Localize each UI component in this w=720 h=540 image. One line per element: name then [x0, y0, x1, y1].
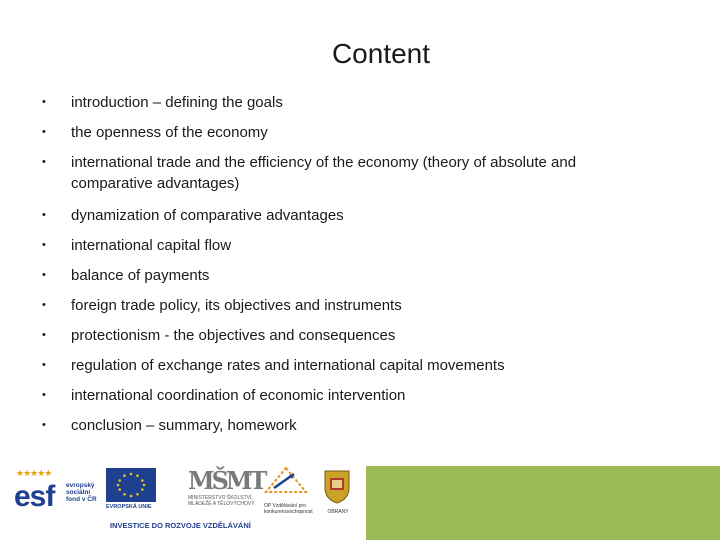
- list-item: [38, 385, 658, 406]
- list-item: [38, 295, 658, 316]
- bullet-icon: •: [42, 359, 46, 371]
- op-arrow-icon: [264, 466, 308, 496]
- slide-title: Content: [331, 38, 431, 69]
- list-item: [38, 122, 658, 143]
- eu-flag-icon: [106, 468, 156, 502]
- list-item: [38, 235, 658, 256]
- esf-logo: [14, 468, 102, 522]
- bullet-icon: •: [42, 209, 46, 221]
- msmt-label: MINISTERSTVO ŠKOLSTVÍ, MLÁDEŽE A TĚLOVÝCHOVY: [188, 495, 255, 507]
- eu-label: EVROPSKÁ UNIE: [106, 504, 152, 510]
- accent-bar: [366, 466, 720, 540]
- list-item-text: dynamization of comparative advantages: [71, 207, 344, 224]
- bullet-icon: •: [42, 239, 46, 251]
- list-item-text: foreign trade policy, its objectives and instruments: [71, 297, 402, 314]
- list-item: [38, 205, 658, 226]
- eu-logo: [106, 468, 160, 518]
- list-item-text: protectionism - the objectives and consequences: [71, 327, 396, 344]
- list-item: [38, 325, 658, 346]
- bullet-icon: •: [42, 126, 46, 138]
- list-item-text: international capital flow: [71, 237, 232, 254]
- bullet-icon: •: [42, 156, 46, 168]
- list-item-text: introduction – defining the goals: [71, 94, 283, 111]
- list-item: [38, 265, 658, 286]
- list-item-text: the openness of the economy: [71, 124, 268, 141]
- esf-text: evropský sociální fond v ČR: [66, 482, 97, 503]
- bullet-icon: •: [42, 269, 46, 281]
- eu-stars-icon: [116, 472, 146, 498]
- msmt-logo: [188, 466, 265, 518]
- crest-logo: [322, 468, 354, 520]
- footer-banner-text: INVESTICE DO ROZVOJE VZDĚLÁVÁNÍ: [110, 521, 251, 530]
- bullet-list: [38, 92, 658, 445]
- bullet-icon: •: [42, 389, 46, 401]
- bullet-icon: •: [42, 329, 46, 341]
- footer-logos: [0, 462, 366, 540]
- list-item: [38, 92, 658, 113]
- list-item-text: international coordination of economic intervention: [71, 387, 406, 404]
- bullet-icon: •: [42, 96, 46, 108]
- esf-stars-icon: ★★★★★: [16, 468, 52, 478]
- list-item: [38, 415, 658, 436]
- list-item: [38, 355, 658, 376]
- esf-wordmark: esf: [14, 480, 55, 513]
- list-item-text: regulation of exchange rates and international capital movements: [71, 357, 505, 374]
- op-logo: [264, 466, 318, 518]
- list-item-text: conclusion – summary, homework: [71, 417, 297, 434]
- crest-shield-icon: [322, 468, 352, 504]
- list-item-text: international trade and the efficiency of the economy (theory of absolute and comparative advantages): [71, 154, 577, 192]
- bullet-icon: •: [42, 419, 46, 431]
- crest-label: OBRANY: [327, 509, 349, 515]
- msmt-mark-icon: MŠMT: [188, 466, 265, 495]
- list-item-text: balance of payments: [71, 267, 210, 284]
- bullet-icon: •: [42, 299, 46, 311]
- list-item: [38, 152, 658, 194]
- op-label: OP Vzdělávání pro konkurenceschopnost: [264, 503, 313, 515]
